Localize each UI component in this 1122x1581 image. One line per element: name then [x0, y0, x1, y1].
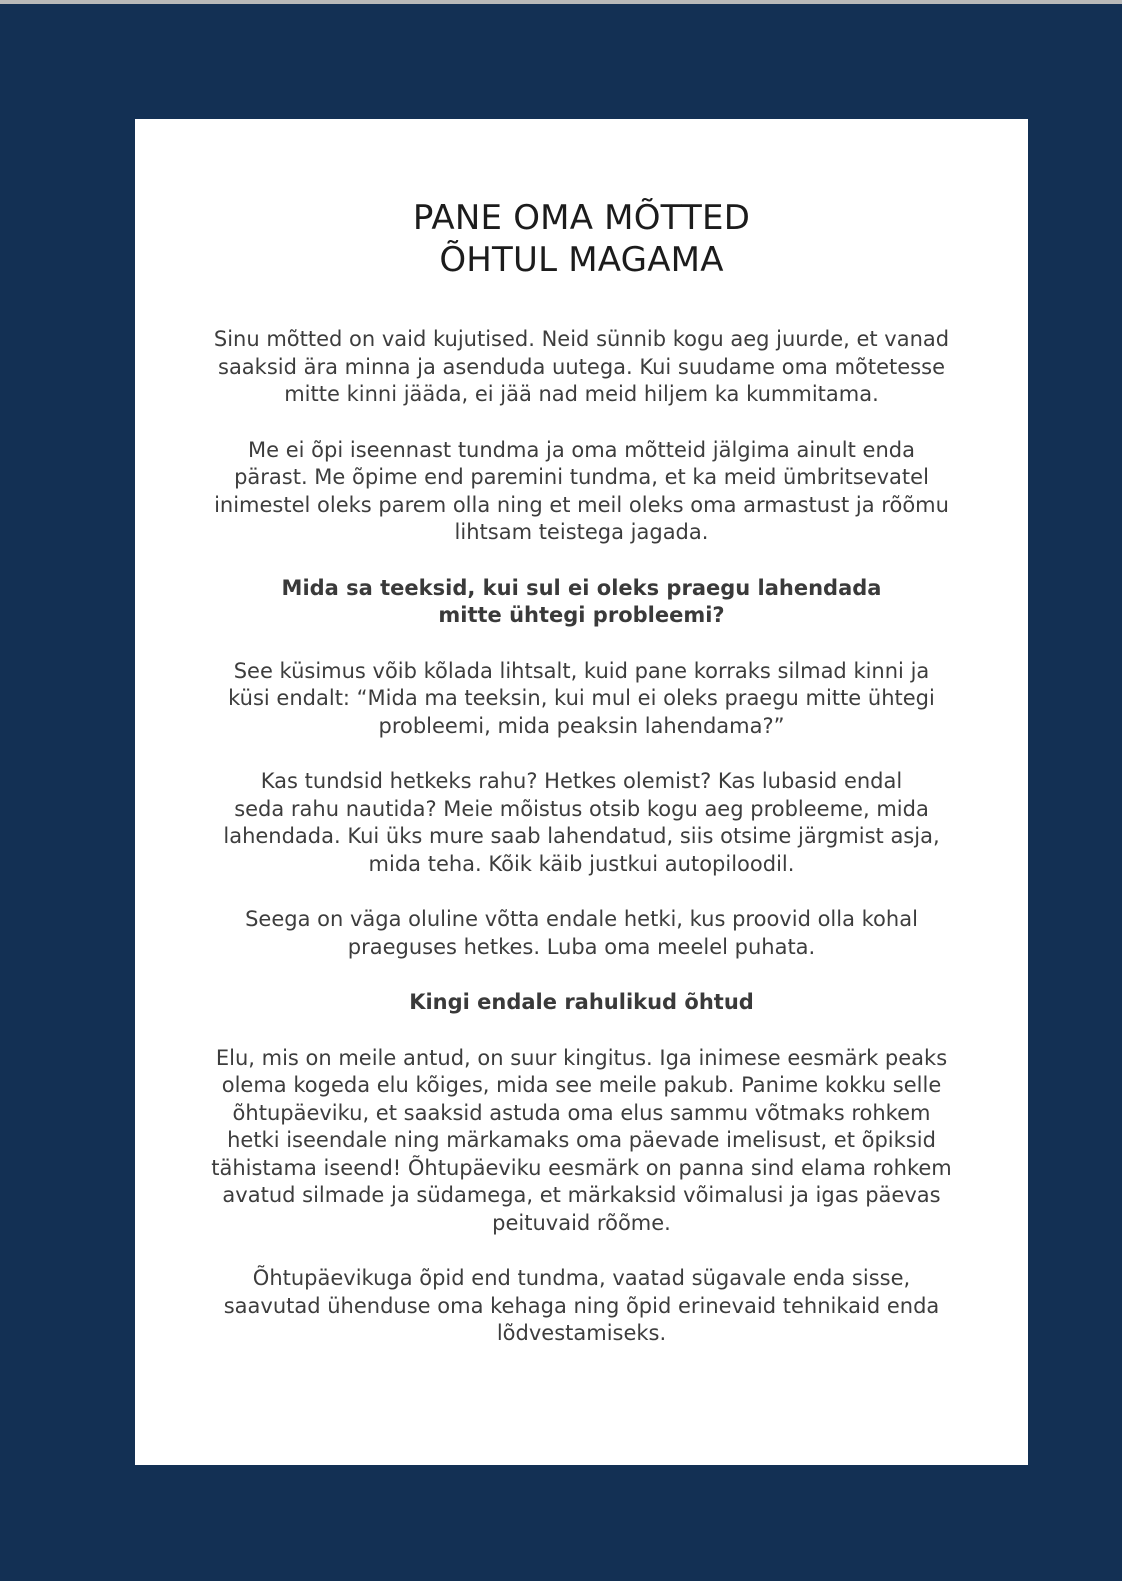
text-line: Sinu mõtted on vaid kujutised. Neid sünnib kogu aeg juurde, et vanad [213, 327, 950, 351]
spacer [135, 1237, 1028, 1265]
text-line: mida teha. Kõik käib justkui autopiloodil. [368, 851, 795, 876]
text-line: õhtupäeviku, et saaksid astuda oma elus sammu võtmaks rohkem [232, 1100, 931, 1125]
window-top-border [0, 0, 1122, 4]
spacer [135, 961, 1028, 989]
text-line: Seega on väga oluline võtta endale hetki, kus proovid olla kohal [245, 907, 918, 931]
text-line: tähistama iseend! Õhtupäeviku eesmärk on panna sind elama rohkem [211, 1155, 952, 1180]
text-line: probleemi, mida peaksin lahendama?” [378, 713, 785, 738]
paragraph-gift [182, 1045, 982, 1238]
text-line: saaksid ära minna ja asenduda uutega. Kui suudame oma mõtetesse [218, 354, 945, 379]
subheading-line: mitte ühtegi probleemi? [438, 603, 725, 627]
text-line: lihtsam teistega jagada. [454, 520, 709, 544]
text-line: praeguses hetkes. Luba oma meelel puhata. [347, 934, 816, 959]
text-line: See küsimus võib kõlada lihtsalt, kuid pane korraks silmad kinni ja [233, 658, 930, 683]
spacer [135, 878, 1028, 906]
text-line: hetki iseendale ning märkamaks oma päevade imelisust, et õpiksid [227, 1128, 936, 1152]
subheading-question [182, 575, 982, 630]
text-line: saavutad ühenduse oma kehaga ning õpid erinevaid tehnikaid enda [223, 1293, 940, 1318]
spacer [135, 281, 1028, 326]
spacer [135, 630, 1028, 658]
text-line: avatud silmade ja südamega, et märkaksid võimalusi ja igas päevas [222, 1183, 941, 1207]
spacer [135, 1017, 1028, 1045]
text-line: Elu, mis on meile antud, on suur kingitus. Iga inimese eesmärk peaks [215, 1045, 948, 1070]
paragraph-journal [182, 1265, 982, 1348]
paragraph-presence [182, 906, 982, 961]
spacer [135, 740, 1028, 768]
text-line: küsi endalt: “Mida ma teeksin, kui mul ei oleks praegu mitte ühtegi [228, 686, 935, 710]
page-content [135, 197, 1028, 1348]
text-line: Me ei õpi iseennast tundma ja oma mõtteid jälgima ainult enda [248, 437, 915, 462]
text-line: olema kogeda elu kõiges, mida see meile pakub. Panime kokku selle [221, 1073, 942, 1097]
subheading-evenings [182, 989, 982, 1017]
page-title-line: PANE OMA MÕTTED [412, 198, 751, 238]
text-line: Kas tundsid hetkeks rahu? Hetkes olemist? Kas lubasid endal [260, 769, 903, 793]
document-page [135, 119, 1028, 1465]
spacer [135, 409, 1028, 437]
page-title [135, 197, 1028, 281]
text-line: seda rahu nautida? Meie mõistus otsib kogu aeg probleeme, mida [234, 796, 929, 821]
paragraph-self-knowledge [182, 437, 982, 547]
subheading-line: Kingi endale rahulikud õhtud [409, 990, 754, 1014]
paragraph-intro [182, 326, 982, 409]
subheading-line: Mida sa teeksid, kui sul ei oleks praegu lahendada [281, 575, 882, 600]
spacer [135, 547, 1028, 575]
paragraph-peace [182, 768, 982, 878]
text-line: pärast. Me õpime end paremini tundma, et ka meid ümbritsevatel [234, 465, 929, 489]
page-title-line: ÕHTUL MAGAMA [439, 240, 724, 280]
text-line: peituvaid rõõme. [492, 1210, 671, 1235]
paragraph-question [182, 658, 982, 741]
text-line: lahendada. Kui üks mure saab lahendatud, siis otsime järgmist asja, [223, 824, 940, 848]
text-line: inimestel oleks parem olla ning et meil oleks oma armastust ja rõõmu [214, 492, 949, 517]
text-line: lõdvestamiseks. [496, 1321, 667, 1345]
text-line: mitte kinni jääda, ei jää nad meid hiljem ka kummitama. [284, 382, 879, 406]
text-line: Õhtupäevikuga õpid end tundma, vaatad sügavale enda sisse, [252, 1266, 911, 1290]
